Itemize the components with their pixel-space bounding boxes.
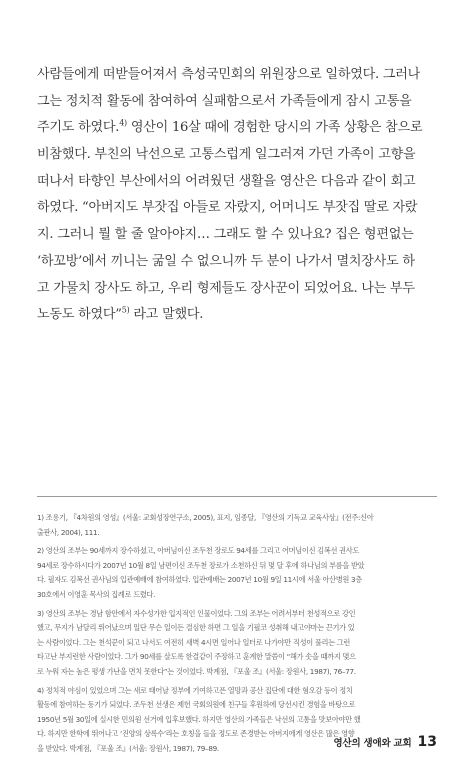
footnote-line: 했고, 무지가 남달리 뛰어났으며 일단 무슨 일이든 결심한 하면 그 일을 기필코 성취해 내고야마는 끈기가 있: [37, 623, 355, 633]
footnote-2: [37, 544, 437, 602]
footnotes: [37, 511, 437, 757]
body-line: ‘하꼬방’에서 끼니는 굶일 수 없으니까 두 분이 나가서 멸치장사도 하: [37, 253, 415, 269]
body-line-text: 주기도 하였다.: [37, 120, 120, 136]
footnote-divider: [37, 496, 437, 497]
page-number: 13: [417, 734, 437, 750]
main-text: [37, 62, 437, 329]
footnote-line: 94세로 장수하시다가 2007년 10월 8일 남편이신 조두천 장로가 소천하신 뒤 몇 달 후에 하나님의 부름을 받았: [37, 560, 365, 570]
footnote-line: 을 받았다. 박계점, 『포울 조』(서울: 장원사, 1987), 79–89.: [37, 743, 219, 753]
body-line-text: 영산이 16살 때에 경험한 당시의 가족 상황은 참으로: [126, 120, 423, 136]
footnote-ref-4: 4): [119, 119, 127, 129]
footnote-line: 4) 정치적 야심이 있었으며 그는 새로 태어날 정부에 기여하고픈 열망과 공산 집단에 대한 혐오감 등이 정치: [37, 685, 353, 695]
footnote-line: 30호에서 이영훈 목사의 집례로 드렸다.: [37, 589, 156, 599]
body-line: [37, 302, 437, 329]
body-line: 지. 그러니 뭘 할 줄 알아야지… 그래도 할 수 있나요? 집은 형편없는: [37, 227, 414, 243]
body-line: 그는 정치적 활동에 참여하여 실패함으로서 가족들에게 잠시 고통을: [37, 93, 412, 109]
footnote-line: 활동에 참여하는 동기가 되었다. 조두천 선생은 제헌 국회의원에 친구들 후원하에 당선시킨 경험을 바탕으로: [37, 700, 356, 710]
footnote-line: 1) 조용기, 『4차원의 영성』(서울: 교회성장연구소, 2005), 표지, 임종달, 『영산의 기독교 교육사상』(전주:신아: [37, 513, 374, 522]
footnote-1: [37, 511, 437, 540]
body-line-text: 라고 말했다.: [129, 307, 204, 323]
footnote-3: [37, 607, 437, 680]
footnote-line: 는 사람이었다. 그는 천석꾼이 되고 나서도 여전히 새벽 4시면 일어나 일터로 나가야만 직성이 풀리는 그런: [37, 637, 351, 647]
body-line: 비참했다. 부친의 낙선으로 고통스럽게 일그러져 가던 가족이 고향을: [37, 147, 416, 163]
page-footer: [333, 734, 437, 750]
footnote-line: 출판사, 2004), 111.: [37, 527, 100, 537]
footnote-line: 2) 영산의 조부는 90세까지 장수하셨고, 아버님이신 조두천 장로도 94세를 그리고 어머님이신 김복선 권사도: [37, 546, 360, 556]
footnote-line: 3) 영산의 조부는 경남 함안에서 자수성가한 입지적인 인물이었다. 그의 조부는 어려서부터 천성적으로 강인: [37, 608, 356, 618]
footnote-line: 1950년 5월 30일에 실시한 민의원 선거에 입후보했다. 하지만 영산의 가족들은 낙선의 고통을 맛보아야만 했: [37, 714, 361, 724]
running-title: 영산의 생애와 교회: [333, 738, 412, 749]
body-line: 고 가물치 장사도 하고, 우리 형제들도 장사꾼이 되었어요. 나는 부두: [37, 280, 415, 296]
body-line: [37, 115, 437, 142]
body-line: 떠나서 타향인 부산에서의 어려웠던 생활을 영산은 다음과 같이 회고: [37, 173, 416, 189]
body-line-text: 노동도 하였다”: [37, 307, 122, 323]
footnote-line: 로 누워 자는 놈은 평생 가난을 면치 못한다”는 것이었다. 박계점, 『포울 조』(서울: 장원사, 1987), 76–77.: [37, 666, 356, 676]
footnote-line: 다. 하지만 한학에 뛰어나고 ‘진양의 상록수’라는 호칭을 들을 정도로 존경받는 아버지에게 영산은 많은 영향: [37, 729, 355, 739]
footnote-line: 타고난 부지런한 사람이었다. 그가 90세를 살도록 한결같이 주장하고 훈계한 말씀이 “해가 솟을 때까지 몇으: [37, 652, 356, 662]
body-line: 사람들에게 떠받들어져서 측성국민회의 위원장으로 일하였다. 그러나: [37, 67, 421, 82]
body-line: 하였다. “아버지도 부잣집 아들로 자랐지, 어머니도 부잣집 딸로 자랐: [37, 200, 418, 216]
footnote-ref-5: 5): [121, 305, 130, 315]
footnote-line: 다. 필자도 김복선 권사님의 입관예배에 참여하였다. 입관예배는 2007년 10월 9일 11시에 서울 아산병원 3층: [37, 575, 362, 585]
